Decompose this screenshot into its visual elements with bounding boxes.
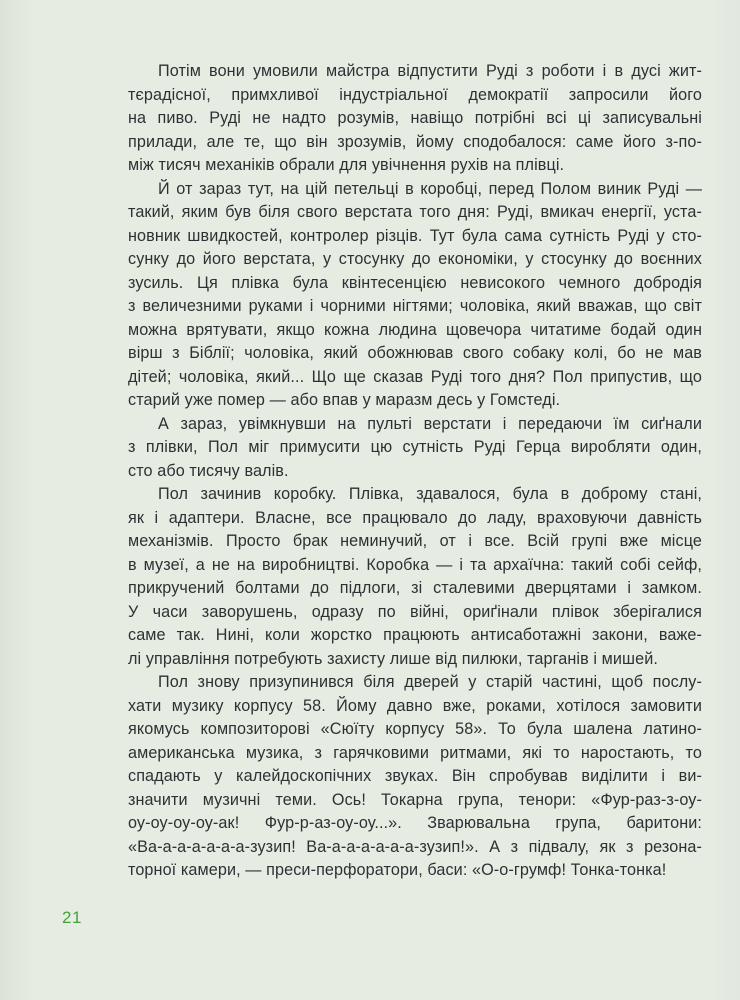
text-line: на пиво. Руді не надто розумів, навіщо потрібні всі ці записувальні [128,109,702,127]
paragraph [128,413,702,484]
text-line: американська музика, з гарячковими ритмами, які то наростають, то [128,743,702,762]
text-line: торної камери, — преси-перфоратори, баси: «О-о-грумф! Тонка-тонка! [128,861,667,879]
text-line: можна врятувати, якщо кожна людина щовечора читатиме бодай один [128,320,702,339]
text-line: лі управління потребують захисту лише від пилюки, тарганів і мишей. [128,649,658,668]
text-line: хати музику корпусу 58. Йому давно вже, роками, хотілося замовити [128,696,702,715]
text-line: саме так. Нині, коли жорстко працюють антисаботажні закони, важе- [128,626,702,644]
paragraph [128,483,702,671]
paragraph [128,178,702,413]
text-line: Потім вони умовили майстра відпустити Руді з роботи і в дусі жит- [158,62,702,80]
page-text [128,60,702,883]
text-line: такий, яким був біля свого верстата того дня: Руді, вмикач енергії, уста- [128,203,702,221]
text-line: прикручений болтами до підлоги, зі сталевими дверцятами і замком. [128,579,702,597]
text-line: Пол зачинив коробку. Плівка, здавалося, була в доброму стані, [158,485,702,503]
text-line: дітей; чоловіка, який... Що ще сказав Руді того дня? Пол припустив, що [128,367,702,386]
text-line: А зараз, увімкнувши на пульті верстати і передаючи їм сиґнали [158,414,702,433]
text-line: механізмів. Просто брак неминучий, от і все. Всій групі вже місце [128,532,702,550]
text-line: старий уже помер — або впав у маразм десь у Гомстеді. [128,391,561,409]
text-line: спадають у калейдоскопічних звуках. Він спробував виділити і ви- [128,767,702,785]
text-line: сто або тисячу валів. [128,461,289,480]
text-line: Пол знову призупинився біля дверей у старій частині, щоб послу- [158,673,702,691]
paragraph [128,671,702,883]
text-line: сунку до його верстата, у стосунку до економіки, у стосунку до воєнних [128,250,702,268]
text-line: якомусь композиторові «Сюїту корпусу 58». То була шалена латино- [128,720,702,738]
text-line: Й от зараз тут, на цій петельці в коробці, перед Полом виник Руді — [158,179,702,198]
text-line: новник швидкостей, контролер різців. Тут була сама сутність Руді у сто- [128,226,702,245]
text-line: з величезними руками і чорними нігтями; чоловіка, який вважав, що світ [128,297,702,315]
text-line: в музеї, а не на виробництві. Коробка — і та архаїчна: такий собі сейф, [128,555,702,574]
text-line: зусиль. Ця плівка була квінтесенцією невисокого чемного добродія [128,273,702,292]
text-line: У часи заворушень, одразу по війні, ориґінали плівок зберігалися [128,602,702,621]
page-number: 21 [62,908,82,927]
text-line: з плівки, Пол міг примусити цю сутність Руді Герца виробляти один, [128,438,702,456]
text-line: прилади, але те, що він зрозумів, йому сподобалося: саме його з-по- [128,132,702,151]
text-line: тєрадісної, примхливої індустріальної демократії запросили його [128,85,702,104]
text-line: вірш з Біблії; чоловіка, який обожнював свого собаку колі, бо не мав [128,344,702,362]
text-line: «Ва-а-а-а-а-а-а-зузип! Ва-а-а-а-а-а-а-зузип!». А з підвалу, як з резона- [128,837,702,856]
text-line: значити музичні теми. Ось! Токарна група, тенори: «Фур-раз-з-оу- [128,790,702,809]
text-line: між тисяч механіків обрали для увічнення рухів на плівці. [128,156,565,174]
text-line: оу-оу-оу-оу-ак! Фур-р-аз-оу-оу...». Зварювальна група, баритони: [128,814,702,832]
text-line: як і адаптери. Власне, все працювало до ладу, враховуючи давність [128,508,702,527]
paragraph [128,60,702,178]
